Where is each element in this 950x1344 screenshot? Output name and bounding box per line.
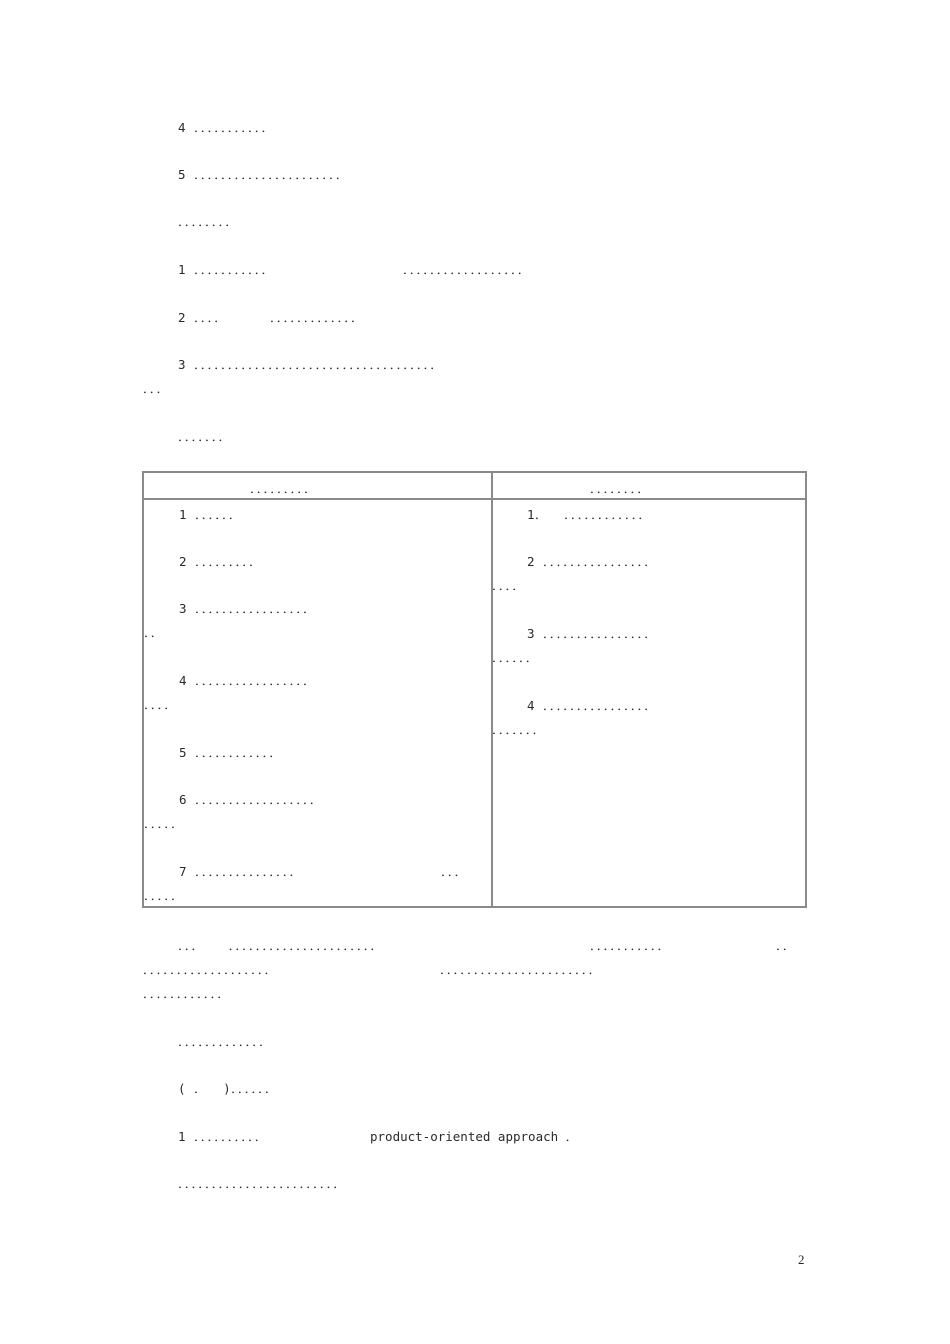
right-item-2: 2 ．．．．．．．．．．．．．．．．: [527, 554, 658, 569]
subsection-heading: ．．．．．．．．．．．．．: [178, 1034, 273, 1049]
paragraph-line-1a: ．．． ．．．．．．．．．．．．．．．．．．．．．．: [178, 938, 384, 953]
left-item-4-wrap: ．．．．: [144, 697, 178, 712]
table-header-right: ．．．．．．．．: [590, 481, 651, 496]
line-item-1-text: ．．．．．．．．．．．．．．．．．．: [403, 262, 531, 277]
line-item-2-text: ．．．．．．．．．．．．．: [270, 310, 365, 325]
right-item-1: 1． ．．．．．．．．．．．．: [527, 507, 652, 522]
right-item-2-wrap: ．．．．: [492, 578, 526, 593]
paragraph-line-2a: ．．．．．．．．．．．．．．．．．．．: [143, 962, 278, 977]
line-item-2-label: 2 ．．．．: [178, 310, 228, 325]
page-number: 2: [798, 1252, 805, 1267]
right-item-3-wrap: ．．．．．．: [492, 650, 539, 665]
table-caption: ．．．．．．．: [178, 429, 232, 444]
line-item-1-label: 1 ．．．．．．．．．．．: [178, 262, 275, 277]
right-item-3: 3 ．．．．．．．．．．．．．．．．: [527, 626, 658, 641]
line-item-3: 3 ．．．．．．．．．．．．．．．．．．．．．．．．．．．．．．．．．．．．: [178, 357, 444, 372]
approach-item-label: 1 ．．．．．．．．．．: [178, 1129, 268, 1144]
table-column-divider: [491, 473, 493, 906]
approach-item-english: product-oriented approach ．: [370, 1129, 579, 1144]
left-item-3: 3 ．．．．．．．．．．．．．．．．．: [179, 601, 317, 616]
left-item-7-wrap: ．．．．．: [144, 888, 185, 903]
line-item-5: 5 ．．．．．．．．．．．．．．．．．．．．．．: [178, 167, 349, 182]
comparison-table: [142, 471, 807, 908]
paragraph-line-2b: ．．．．．．．．．．．．．．．．．．．．．．．: [440, 962, 602, 977]
paragraph-line-1b: ．．．．．．．．．．．: [590, 938, 671, 953]
table-header-left: ．．．．．．．．．: [250, 481, 318, 496]
left-item-6: 6 ．．．．．．．．．．．．．．．．．．: [179, 792, 323, 807]
last-line: ．．．．．．．．．．．．．．．．．．．．．．．．: [178, 1176, 347, 1191]
left-item-2: 2 ．．．．．．．．．: [179, 554, 263, 569]
left-item-6-wrap: ．．．．．: [144, 816, 185, 831]
paragraph-line-1c: ．．: [776, 938, 796, 953]
right-item-4-wrap: ．．．．．．．: [492, 722, 546, 737]
table-header-divider: [144, 498, 805, 500]
right-item-4: 4 ．．．．．．．．．．．．．．．．: [527, 698, 658, 713]
line-item-4: 4 ．．．．．．．．．．．: [178, 120, 275, 135]
left-item-7-tail: ．．．: [441, 864, 468, 879]
left-item-7: 7 ．．．．．．．．．．．．．．．: [179, 864, 303, 879]
left-item-1: 1 ．．．．．．: [179, 507, 242, 522]
section-heading: ．．．．．．．．: [178, 214, 239, 229]
subsection-subheading: ( ． )．．．．．．: [178, 1081, 278, 1096]
line-item-3-wrap: ．．．: [143, 381, 170, 396]
left-item-5: 5 ．．．．．．．．．．．．: [179, 745, 283, 760]
left-item-3-wrap: ．．: [144, 625, 164, 640]
left-item-4: 4 ．．．．．．．．．．．．．．．．．: [179, 673, 317, 688]
paragraph-line-3: ．．．．．．．．．．．．: [143, 986, 231, 1001]
